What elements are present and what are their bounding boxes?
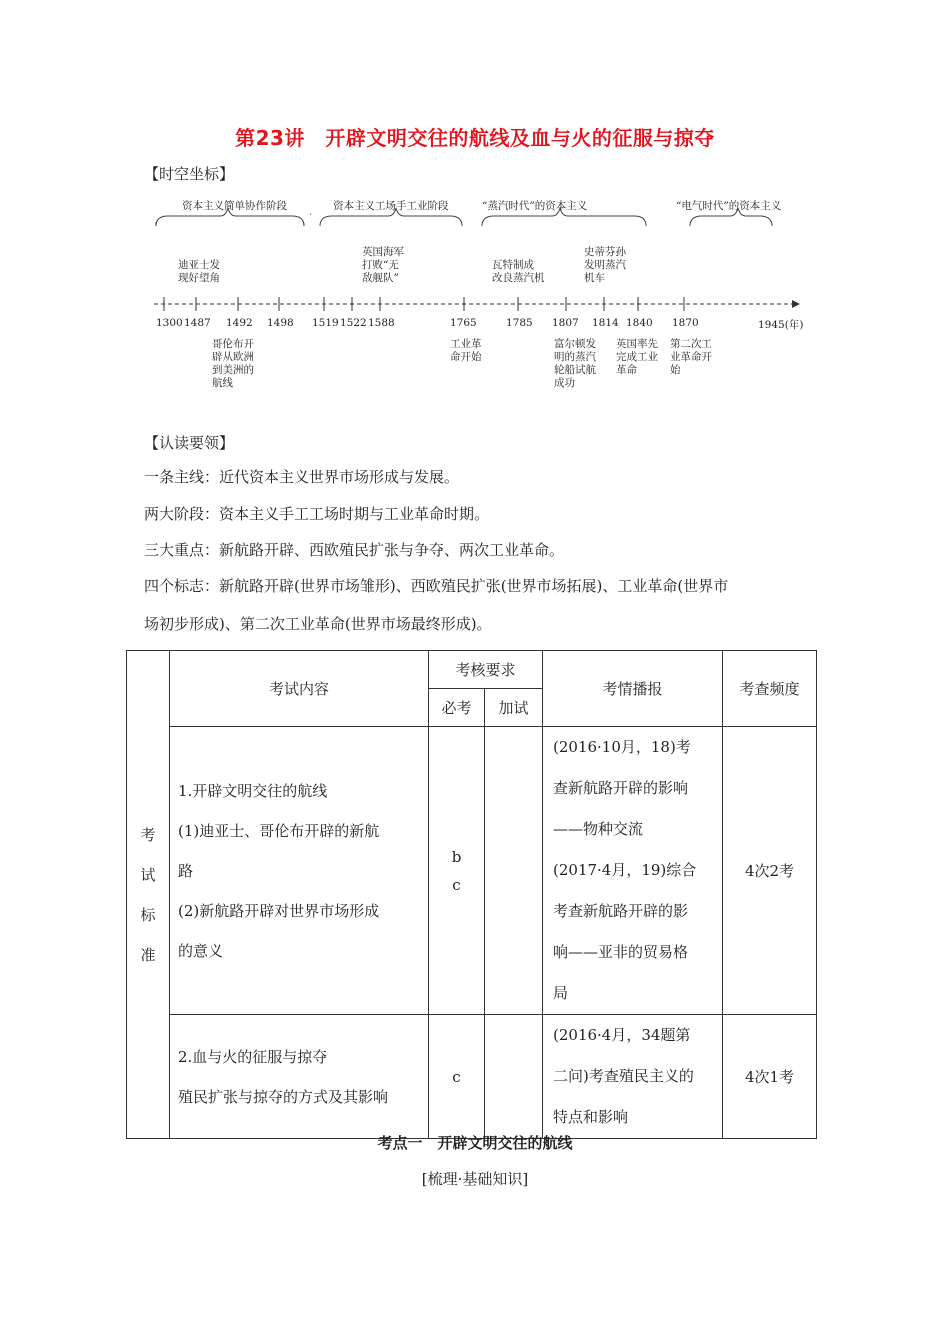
row1-required: b c: [429, 727, 485, 1015]
year-1814: 1814: [592, 317, 619, 329]
stage-label-4: “电气时代”的资本主义: [676, 200, 782, 212]
year-1498: 1498: [267, 317, 294, 329]
row2-extra: [485, 1015, 543, 1139]
row1-extra: [485, 727, 543, 1015]
year-1492: 1492: [226, 317, 253, 329]
stage-label-2: 资本主义工场手工业阶段: [333, 200, 449, 212]
paragraph-mainline: 一条主线：近代资本主义世界市场形成与发展。: [144, 468, 460, 486]
year-1765: 1765: [450, 317, 477, 329]
year-1300: 1300: [156, 317, 183, 329]
year-1519: 1519: [312, 317, 339, 329]
event-armada: 英国海军 打败“无 敌舰队”: [362, 246, 404, 284]
header-required: 必考: [429, 689, 485, 727]
year-1487: 1487: [184, 317, 211, 329]
page-title: 第23讲 开辟文明交往的航线及血与火的征服与掠夺: [235, 126, 715, 150]
year-1785: 1785: [506, 317, 533, 329]
year-1807: 1807: [552, 317, 579, 329]
row2-freq: 4次1考: [723, 1015, 817, 1139]
paragraph-stages: 两大阶段：资本主义手工工场时期与工业革命时期。: [144, 505, 490, 523]
header-requirement: 考核要求: [429, 651, 543, 689]
year-1522: 1522: [340, 317, 367, 329]
paragraph-marks-1: 四个标志：新航路开辟(世界市场雏形)、西欧殖民扩张(世界市场拓展)、工业革命(世界市: [144, 577, 729, 595]
year-1870: 1870: [672, 317, 699, 329]
event-stephenson: 史蒂芬孙 发明蒸汽 机车: [584, 246, 626, 284]
event-dias: 迪亚士发 现好望角: [178, 259, 220, 284]
rendu-label: 【认读要领】: [144, 434, 235, 452]
stage-label-1: 资本主义简单协作阶段: [182, 200, 287, 212]
row1-freq: 4次2考: [723, 727, 817, 1015]
table-row: [127, 727, 817, 1015]
event-fulton: 富尔顿发 明的蒸汽 轮船试航 成功: [554, 338, 596, 389]
year-1945: 1945(年): [758, 319, 804, 331]
section-subtitle: [梳理·基础知识]: [421, 1170, 529, 1188]
row2-news: (2016·4月，34题第 二问)考查殖民主义的 特点和影响: [543, 1015, 723, 1139]
row2-required: c: [429, 1015, 485, 1139]
header-freq: 考查频度: [723, 651, 817, 727]
shikong-label: 【时空坐标】: [144, 165, 235, 183]
header-extra: 加试: [485, 689, 543, 727]
event-second-revolution: 第二次工 业革命开 始: [670, 338, 712, 376]
section-title: 考点一 开辟文明交往的航线: [377, 1134, 573, 1152]
header-content: 考试内容: [170, 651, 429, 727]
year-1840: 1840: [626, 317, 653, 329]
event-columbus: 哥伦布开 辟从欧洲 到美洲的 航线: [212, 338, 254, 389]
event-britain-complete: 英国率先 完成工业 革命: [616, 338, 658, 376]
exam-standard-table: [126, 650, 817, 1139]
event-industrial-revolution: 工业革 命开始: [450, 338, 482, 363]
row1-content: 1.开辟文明交往的航线 (1)迪亚士、哥伦布开辟的新航 路 (2)新航路开辟对世界市场形成 的意义: [170, 727, 429, 1015]
table-row: [127, 1015, 817, 1139]
row1-news: (2016·10月，18)考 查新航路开辟的影响 ——物种交流 (2017·4月，19)综合 考查新航路开辟的影 响——亚非的贸易格 局: [543, 727, 723, 1015]
year-1588: 1588: [368, 317, 395, 329]
paragraph-focus: 三大重点：新航路开辟、西欧殖民扩张与争夺、两次工业革命。: [144, 541, 565, 559]
event-watt: 瓦特制成 改良蒸汽机: [492, 259, 545, 284]
header-news: 考情播报: [543, 651, 723, 727]
side-label: 考 试 标 准: [127, 651, 170, 1139]
row2-content: 2.血与火的征服与掠夺 殖民扩张与掠夺的方式及其影响: [170, 1015, 429, 1139]
stage-label-3: “蒸汽时代”的资本主义: [482, 200, 588, 212]
paragraph-marks-2: 场初步形成)、第二次工业革命(世界市场最终形成)。: [144, 615, 492, 633]
timeline: [150, 192, 820, 402]
